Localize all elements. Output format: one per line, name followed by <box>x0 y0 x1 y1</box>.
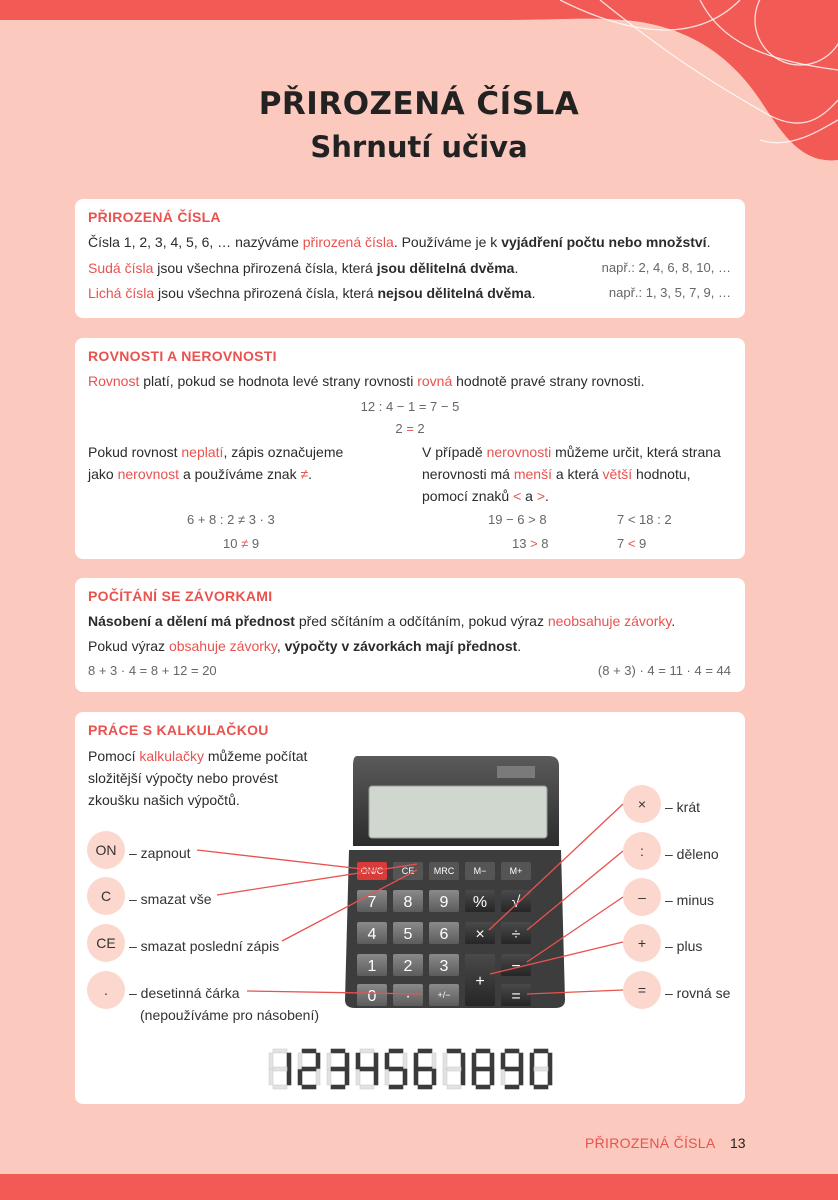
term: rovná <box>417 373 453 389</box>
digit-segment <box>519 1053 523 1069</box>
bottom-bar <box>0 1174 838 1200</box>
digit-segment <box>418 1085 432 1089</box>
digit-segment <box>269 1053 273 1069</box>
digit-segment <box>389 1085 403 1089</box>
text: hodnotu, <box>632 466 691 482</box>
digit-segment <box>389 1067 403 1071</box>
text: . <box>671 613 676 629</box>
digit-segment <box>360 1085 374 1089</box>
badge-minus: – <box>623 878 661 916</box>
text: nerovnosti má <box>422 466 514 482</box>
section-heading: PŘIROZENÁ ČÍSLA <box>88 209 221 225</box>
inequality-left-line1 <box>88 440 343 464</box>
connector-c <box>217 864 417 895</box>
digit-segment <box>298 1053 302 1069</box>
text: a <box>521 488 537 504</box>
label-equals: – rovná se <box>665 985 731 1001</box>
text: . <box>706 234 711 250</box>
badge-c: C <box>87 877 125 915</box>
section-heading: PRÁCE S KALKULAČKOU <box>88 722 269 738</box>
even-example: např.: 2, 4, 6, 8, 10, … <box>601 260 731 275</box>
digit-segment <box>356 1053 360 1069</box>
digit-segment <box>403 1053 407 1069</box>
digit-segment <box>414 1053 418 1069</box>
digit-segment <box>287 1069 291 1085</box>
connector-divide <box>527 851 623 930</box>
digit-segment <box>327 1069 331 1085</box>
connector-dot <box>247 991 422 994</box>
term: nerovnost <box>117 466 180 482</box>
text: jsou všechna přirozená čísla, která <box>154 285 378 301</box>
page-number: 13 <box>730 1135 746 1151</box>
term: neplatí <box>181 444 224 460</box>
text: 7 <box>617 536 628 551</box>
emphasis: vyjádření počtu nebo množství <box>501 234 707 250</box>
text: 9 <box>248 536 260 551</box>
sign: > <box>530 536 538 551</box>
digit-segment <box>548 1053 552 1069</box>
badge-on: ON <box>87 831 125 869</box>
calc-key-label: · <box>405 988 411 1005</box>
digit-segment <box>530 1069 534 1085</box>
text: V případě <box>422 444 487 460</box>
section-heading: ROVNOSTI A NEROVNOSTI <box>88 348 277 364</box>
digit-segment <box>360 1067 374 1071</box>
digit-segment <box>331 1049 345 1053</box>
card-natural-numbers <box>75 199 745 318</box>
digit-segment <box>331 1067 345 1071</box>
connector-plus <box>490 942 623 974</box>
digit-segment <box>461 1069 465 1085</box>
digit-segment <box>385 1069 389 1085</box>
inequality-right-line3 <box>422 484 549 508</box>
section-heading: POČÍTÁNÍ SE ZÁVORKAMI <box>88 588 273 604</box>
calculator-intro-line3: zkoušku našich výpočtů. <box>88 792 240 808</box>
text: 10 <box>223 536 242 551</box>
example-with-parentheses: (8 + 3) · 4 = 11 · 4 = 44 <box>597 663 731 678</box>
footer-chapter: PŘIROZENÁ ČÍSLA <box>585 1135 716 1151</box>
text: a používáme znak <box>179 466 301 482</box>
calc-key-label: 7 <box>367 894 377 911</box>
digit-segment <box>519 1069 523 1085</box>
inequality-left-line2 <box>88 462 312 486</box>
even-numbers-line <box>88 256 518 280</box>
card-parentheses <box>75 578 745 692</box>
example-less: 7 < 18 : 2 <box>617 512 672 527</box>
term: Rovnost <box>88 373 140 389</box>
calc-key-label: − <box>511 958 521 975</box>
calc-key-label: 5 <box>403 926 413 943</box>
digit-segment <box>302 1067 316 1071</box>
term: přirozená čísla <box>302 234 394 250</box>
calc-key-label: MRC <box>433 866 455 876</box>
equals-sign: = <box>406 421 414 436</box>
digit-segment <box>316 1053 320 1069</box>
badge-plus: + <box>623 924 661 962</box>
digit-segment <box>273 1049 287 1053</box>
digit-segment <box>345 1053 349 1069</box>
term: Sudá čísla <box>88 260 154 276</box>
text: . <box>308 466 313 482</box>
text: pomocí znaků <box>422 488 514 504</box>
label-ce: – smazat poslední zápis <box>129 938 280 954</box>
text: . <box>545 488 549 504</box>
digit-segment <box>298 1069 302 1085</box>
example-less-result <box>617 532 646 556</box>
digit-segment <box>302 1049 316 1053</box>
digit-segment <box>505 1049 519 1053</box>
label-decimal-note: (nepoužíváme pro násobení) <box>140 1007 319 1023</box>
calc-key-label: 9 <box>439 894 449 911</box>
digit-segment <box>461 1053 465 1069</box>
digit-segment <box>534 1067 548 1071</box>
text: . <box>517 638 522 654</box>
digit-segment <box>327 1053 331 1069</box>
digit-segment <box>443 1069 447 1085</box>
digit-segment <box>443 1053 447 1069</box>
digit-segment <box>447 1067 461 1071</box>
calc-key-label: M− <box>473 866 487 876</box>
example-not-equal: 6 + 8 : 2 ≠ 3 · 3 <box>187 512 275 527</box>
digit-segment <box>490 1053 494 1069</box>
badge-times: × <box>623 785 661 823</box>
connector-ce <box>282 870 417 941</box>
emphasis: Násobení a dělení má přednost <box>88 613 295 629</box>
text: 13 <box>512 536 531 551</box>
digit-segment <box>374 1069 378 1085</box>
digit-segment <box>548 1069 552 1085</box>
digit-segment <box>476 1085 490 1089</box>
digit-segment <box>476 1067 490 1071</box>
text: . <box>514 260 519 276</box>
digit-segment <box>418 1049 432 1053</box>
label-plus: – plus <box>665 938 703 954</box>
sign: < <box>627 536 636 551</box>
term: nerovnosti <box>486 444 552 460</box>
calc-key-label: = <box>511 988 521 1005</box>
text: , <box>276 638 285 654</box>
equation-example: 12 : 4 − 1 = 7 − 5 <box>360 399 460 414</box>
not-equal-sign: ≠ <box>300 466 309 482</box>
digit-segment <box>287 1053 291 1069</box>
text: . Používáme je k <box>393 234 502 250</box>
digit-segment <box>534 1049 548 1053</box>
label-times: – krát <box>665 799 701 815</box>
term: Lichá čísla <box>88 285 155 301</box>
term: obsahuje závorky <box>168 638 277 654</box>
text: . <box>531 285 536 301</box>
card-calculator <box>75 712 745 1104</box>
digit-segment <box>501 1053 505 1069</box>
precedence-line <box>88 609 675 633</box>
calc-key-label: ON/C <box>360 866 384 876</box>
calc-key-label: 4 <box>367 926 377 943</box>
text: 8 <box>537 536 549 551</box>
seven-segment-digits <box>265 1046 565 1092</box>
digit-segment <box>447 1085 461 1089</box>
calc-key-label: √ <box>511 894 521 911</box>
label-minus: – minus <box>665 892 715 908</box>
calc-key-label: 8 <box>403 894 413 911</box>
label-on: – zapnout <box>129 845 191 861</box>
text: můžeme počítat <box>203 748 308 764</box>
text: Pokud výraz <box>88 638 169 654</box>
parentheses-line <box>88 634 521 658</box>
term: kalkulačky <box>139 748 204 764</box>
digit-segment <box>273 1067 287 1071</box>
digit-segment <box>389 1049 403 1053</box>
inequality-right-line2 <box>422 462 691 486</box>
text: a která <box>551 466 603 482</box>
greater-than-sign: > <box>536 488 546 504</box>
page-title: PŘIROZENÁ ČÍSLA <box>258 86 580 122</box>
term: větší <box>602 466 633 482</box>
calc-key-label: 2 <box>403 958 413 975</box>
badge-decimal: . <box>87 971 125 1009</box>
text: , zápis označujeme <box>223 444 344 460</box>
sign: ≠ <box>241 536 249 551</box>
digit-segment <box>432 1053 436 1069</box>
digit-segment <box>331 1085 345 1089</box>
odd-example: např.: 1, 3, 5, 7, 9, … <box>608 285 731 300</box>
text: Čísla 1, 2, 3, 4, 5, 6, … nazýváme <box>88 234 303 250</box>
label-c: – smazat vše <box>129 891 212 907</box>
digit-segment <box>501 1069 505 1085</box>
digit-segment <box>505 1067 519 1071</box>
digit-segment <box>472 1053 476 1069</box>
text: hodnotě pravé strany rovnosti. <box>452 373 645 389</box>
odd-numbers-line <box>88 281 535 305</box>
text: můžeme určit, která strana <box>551 444 721 460</box>
badge-equals: = <box>623 971 661 1009</box>
calc-key-label: +/− <box>437 990 451 1000</box>
calc-key-label: + <box>475 973 485 990</box>
digit-segment <box>273 1085 287 1089</box>
digit-segment <box>472 1069 476 1085</box>
badge-ce: CE <box>87 924 125 962</box>
definition-line <box>88 230 710 254</box>
page-subtitle: Shrnutí učiva <box>310 130 528 164</box>
term: menší <box>513 466 552 482</box>
badge-divide: : <box>623 832 661 870</box>
text: Pomocí <box>88 748 140 764</box>
digit-segment <box>432 1069 436 1085</box>
text: před sčítáním a odčítáním, pokud výraz <box>294 613 548 629</box>
digit-segment <box>269 1069 273 1085</box>
text: platí, pokud se hodnota levé strany rovnosti <box>139 373 418 389</box>
calc-key-label: CE <box>401 866 415 876</box>
emphasis: nejsou dělitelná dvěma <box>377 285 532 301</box>
label-decimal: – desetinná čárka <box>129 985 240 1001</box>
digit-segment <box>476 1049 490 1053</box>
calc-key-label: × <box>475 926 485 943</box>
calculator-intro-line2: složitější výpočty nebo provést <box>88 770 278 786</box>
example-greater-result <box>512 532 549 556</box>
calc-key-label: 0 <box>367 988 377 1005</box>
text: 2 <box>413 421 425 436</box>
connector-equals <box>527 990 623 994</box>
equality-definition <box>88 369 644 393</box>
connector-minus <box>527 897 623 962</box>
digit-segment <box>418 1067 432 1071</box>
connector-on <box>197 850 371 870</box>
term: neobsahuje závorky <box>547 613 672 629</box>
equation-result <box>75 417 745 441</box>
label-divide: – děleno <box>665 846 719 862</box>
calc-key-label: % <box>472 894 488 911</box>
text: jako <box>88 466 118 482</box>
text: jsou všechna přirozená čísla, která <box>153 260 377 276</box>
example-greater: 19 − 6 > 8 <box>488 512 547 527</box>
digit-segment <box>534 1085 548 1089</box>
digit-segment <box>356 1069 360 1085</box>
card-equalities <box>75 338 745 559</box>
example-not-equal-result <box>223 532 259 556</box>
digit-segment <box>385 1053 389 1069</box>
digit-segment <box>302 1085 316 1089</box>
digit-segment <box>316 1069 320 1085</box>
digit-segment <box>345 1069 349 1085</box>
text: Pokud rovnost <box>88 444 182 460</box>
digit-segment <box>490 1069 494 1085</box>
calc-key-label: 1 <box>367 958 377 975</box>
digit-segment <box>360 1049 374 1053</box>
digit-segment <box>403 1069 407 1085</box>
digit-segment <box>505 1085 519 1089</box>
inequality-right-line1 <box>422 440 721 464</box>
digit-segment <box>447 1049 461 1053</box>
calc-key-label: 3 <box>439 958 449 975</box>
emphasis: výpočty v závorkách mají přednost <box>284 638 518 654</box>
digit-segment <box>530 1053 534 1069</box>
emphasis: jsou dělitelná dvěma <box>376 260 515 276</box>
calc-key-label: M+ <box>509 866 523 876</box>
calc-key-label: ÷ <box>511 926 521 943</box>
text: 2 <box>395 421 407 436</box>
digit-segment <box>414 1069 418 1085</box>
example-without-parentheses: 8 + 3 · 4 = 8 + 12 = 20 <box>88 663 217 678</box>
digit-segment <box>374 1053 378 1069</box>
less-than-sign: < <box>513 488 522 504</box>
calc-key-label: 6 <box>439 926 449 943</box>
text: 9 <box>635 536 647 551</box>
